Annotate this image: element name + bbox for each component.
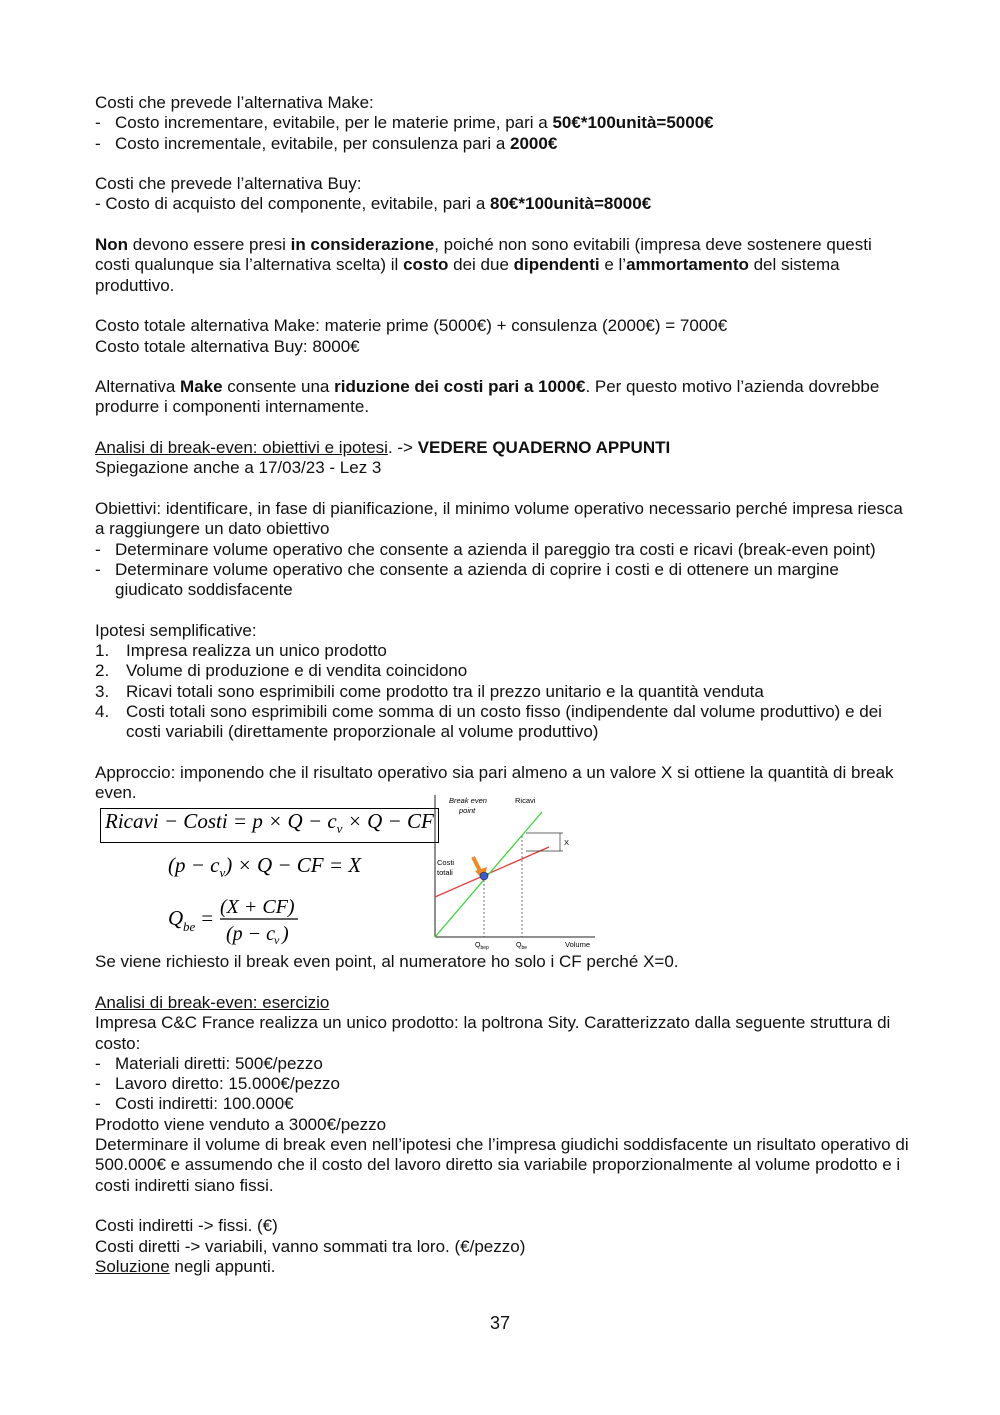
- list-item: [95, 113, 910, 133]
- bep-note: Se viene richiesto il break even point, al numeratore ho solo i CF perché X=0.: [95, 952, 679, 972]
- label-bep-line2: point: [459, 806, 476, 816]
- esercizio-heading: [95, 993, 910, 1013]
- break-even-point-marker: [480, 872, 488, 880]
- svg-text:Q: Q: [168, 906, 184, 931]
- buy-item: [95, 194, 910, 214]
- make-item-text: Costo incrementare, evitabile, per le materie prime, pari a: [115, 113, 553, 133]
- note-line-1: Costi indiretti -> fissi. (€): [95, 1216, 278, 1236]
- label-costi-line1: Costi: [437, 858, 455, 868]
- bep-heading: Analisi di break-even: obiettivi e ipotesi. -> VEDERE QUADERNO APPUNTI: [95, 438, 671, 458]
- label-costi-line2: totali: [437, 868, 453, 878]
- svg-text:): ): [282, 923, 289, 946]
- list-item: 3. Ricavi totali sono esprimibili come prodotto tra il prezzo unitario e la quantità venduta: [95, 681, 764, 701]
- list-item: 4. Costi totali sono esprimibili come somma di un costo fisso (indipendente dal volume produttivo) e dei costi variabili (direttamente proporzionale al volume produttivo): [95, 701, 882, 742]
- list-item: - Materiali diretti: 500€/pezzo: [95, 1053, 323, 1073]
- dash-marker: -: [95, 113, 101, 133]
- solution-link-text: Soluzione: [95, 1256, 170, 1276]
- dash-marker: -: [95, 559, 101, 579]
- dash-marker: -: [95, 539, 101, 559]
- list-item: [95, 134, 910, 154]
- formula-line-3: [168, 895, 318, 948]
- dash-marker: -: [95, 133, 101, 153]
- label-x: X: [564, 838, 570, 848]
- esercizio-prezzo: Prodotto viene venduto a 3000€/pezzo: [95, 1114, 387, 1134]
- total-buy: Costo totale alternativa Buy: 8000€: [95, 336, 360, 356]
- page-content: [95, 93, 910, 1277]
- list-item: - Lavoro diretto: 15.000€/pezzo: [95, 1074, 340, 1094]
- note-solution: Soluzione negli appunti.: [95, 1256, 276, 1276]
- svg-text:(X + CF): (X + CF): [220, 896, 295, 919]
- section-heading: Analisi di break-even: obiettivi e ipotesi: [95, 438, 388, 458]
- break-even-graph: [423, 791, 603, 951]
- formula-line-2: $(p - c_v) \times Q$ − CF = X: [168, 853, 362, 881]
- formula-and-graph: [95, 796, 910, 952]
- break-even-formula: [100, 807, 434, 947]
- label-ricavi: Ricavi: [515, 796, 536, 806]
- obiettivi-intro: Obiettivi: identificare, in fase di pianificazione, il minimo volume operativo necessario perché impresa riesca a raggiungere un dato obiettivo: [95, 498, 903, 539]
- make-title: Costi che prevede l’alternativa Make:: [95, 93, 374, 112]
- page-number: 37: [489, 1313, 511, 1333]
- total-make: Costo totale alternativa Make: materie prime (5000€) + consulenza (2000€) = 7000€: [95, 316, 728, 336]
- svg-text:(p − c: (p − c: [226, 923, 276, 946]
- list-item: - Determinare volume operativo che consente a azienda di coprire i costi e di ottenere un margine giudicato soddisfacente: [95, 559, 839, 600]
- section-heading: Analisi di break-even: esercizio: [95, 992, 330, 1012]
- label-qbep: $Q_{bep}$: [475, 942, 489, 952]
- buy-item-text: - Costo di acquisto del componente, evitabile, pari a: [95, 194, 491, 214]
- ipotesi-intro: Ipotesi semplificative:: [95, 620, 257, 640]
- label-bep-line1: Break even: [449, 796, 487, 806]
- svg-text:be: be: [183, 919, 196, 935]
- list-item: 2. Volume di produzione e di vendita coincidono: [95, 661, 468, 681]
- svg-text:v: v: [274, 933, 280, 946]
- note-line-2: Costi diretti -> variabili, vanno sommati tra loro. (€/pezzo): [95, 1236, 526, 1256]
- approccio-paragraph: Approccio: imponendo che il risultato operativo sia pari almeno a un valore X si ottiene la quantità di break even.: [95, 762, 894, 803]
- esercizio-domanda: Determinare il volume di break even nell’ipotesi che l’impresa giudichi soddisfacente un risultato operativo di 500.000€ e assumendo che il costo del lavoro diretto sia variabile proporzionalmente al volume prodotto e i costi indiretti siano fissi.: [95, 1135, 909, 1195]
- list-item: - Determinare volume operativo che consente a azienda il pareggio tra costi e ricavi (break-even point): [95, 539, 876, 559]
- make-item-bold: 2000€: [510, 133, 558, 153]
- svg-text:=: =: [200, 906, 215, 931]
- make-item-text: Costo incrementale, evitabile, per consulenza pari a: [115, 133, 510, 153]
- buy-title: Costi che prevede l’alternativa Buy:: [95, 174, 362, 194]
- label-volume: Volume: [565, 940, 591, 950]
- conclusion-paragraph: Alternativa Make consente una riduzione dei costi pari a 1000€. Per questo motivo l’azienda dovrebbe produrre i componenti internamente.: [95, 377, 880, 417]
- make-item-bold: 50€*100unità=5000€: [552, 113, 714, 133]
- bold-note: VEDERE QUADERNO APPUNTI: [417, 438, 671, 458]
- non-evitabili-paragraph: Non devono essere presi in considerazione, poiché non sono evitabili (impresa deve sostenere questi costi qualunque sia l’alternativa scelta) il costo dei due dipendenti e l’ammortamento del sistema produttivo.: [95, 235, 872, 295]
- list-item: - Costi indiretti: 100.000€: [95, 1094, 294, 1114]
- buy-item-bold: 80€*100unità=8000€: [490, 194, 652, 214]
- esercizio-intro: Impresa C&C France realizza un unico prodotto: la poltrona Sity. Caratterizzato dalla seguente struttura di costo:: [95, 1013, 891, 1053]
- list-item: 1. Impresa realizza un unico prodotto: [95, 641, 387, 661]
- formula-line-1: Ricavi − Costi = $p \times Q - c_v \times Q$ − CF: [100, 808, 439, 842]
- fraction-svg: [168, 895, 318, 945]
- bep-sub: Spiegazione anche a 17/03/23 - Lez 3: [95, 458, 382, 478]
- label-qbe: $Q_{be}$: [516, 942, 528, 952]
